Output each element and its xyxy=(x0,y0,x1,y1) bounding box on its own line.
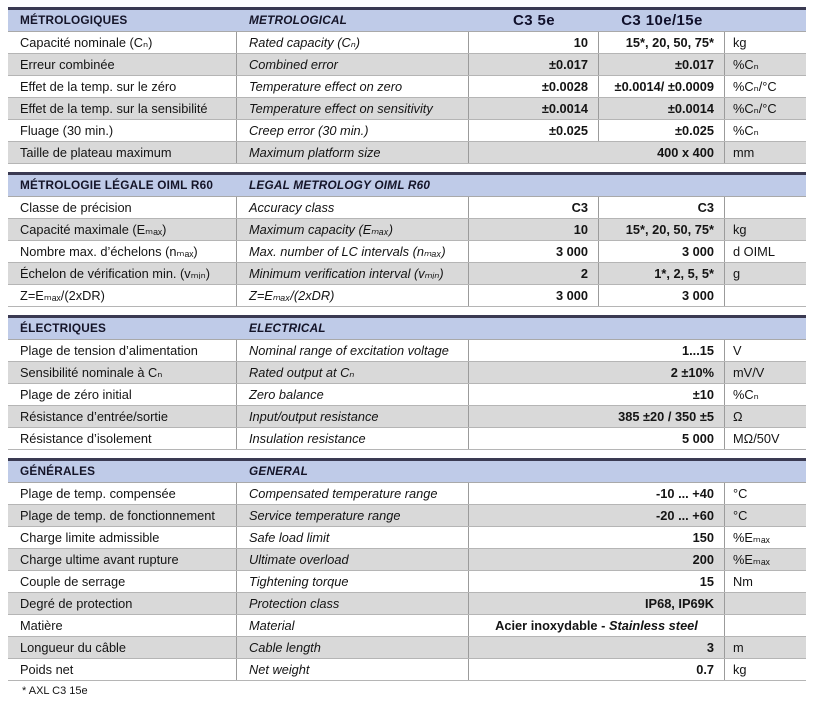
label-fr-cell: Erreur combinée xyxy=(8,54,237,75)
table-row xyxy=(8,98,806,120)
value-merged-cell: 2 ±10% xyxy=(469,362,725,383)
section-header-electriques xyxy=(8,315,806,340)
label-fr-cell: Longueur du câble xyxy=(8,637,237,658)
value-merged-cell: 15 xyxy=(469,571,725,592)
table-row xyxy=(8,362,806,384)
value-c3-5e-cell: 3 000 xyxy=(469,285,599,306)
label-fr-cell: Fluage (30 min.) xyxy=(8,120,237,141)
unit-cell xyxy=(725,197,806,218)
label-fr-cell: Nombre max. d’échelons (nₘₐₓ) xyxy=(8,241,237,262)
section-electriques xyxy=(8,315,806,450)
label-en-cell: Nominal range of excitation voltage xyxy=(237,340,469,361)
section-header-metrologiques xyxy=(8,7,806,32)
unit-cell: %Eₘₐₓ xyxy=(733,530,770,545)
value-c3-5e-cell: 3 000 xyxy=(469,241,599,262)
value-c3-10e-15e-cell: 15*, 20, 50, 75* xyxy=(599,219,725,240)
section-title-en: LEGAL METROLOGY OIML R60 xyxy=(249,178,431,192)
material-value-fr: Acier inoxydable - xyxy=(495,618,609,633)
value-merged-cell: 3 xyxy=(469,637,725,658)
label-en-cell: Input/output resistance xyxy=(237,406,469,427)
value-c3-10e-15e-cell: ±0.0014/ ±0.0009 xyxy=(599,76,725,97)
table-row xyxy=(8,197,806,219)
label-fr-cell: Charge ultime avant rupture xyxy=(8,549,237,570)
label-fr-cell: Plage de tension d’alimentation xyxy=(8,340,237,361)
value-c3-5e-cell: ±0.025 xyxy=(469,120,599,141)
table-row xyxy=(8,120,806,142)
label-fr-cell: Échelon de vérification min. (vₘᵢₙ) xyxy=(8,263,237,284)
label-en-cell: Maximum platform size xyxy=(237,142,469,163)
unit-cell: kg xyxy=(733,662,747,677)
table-row xyxy=(8,285,806,307)
value-c3-10e-15e-cell: ±0.017 xyxy=(599,54,725,75)
section-title-en: GENERAL xyxy=(249,464,309,478)
table-row xyxy=(8,527,806,549)
table-row xyxy=(8,593,806,615)
label-fr-cell: Matière xyxy=(8,615,237,636)
section-header-generales xyxy=(8,458,806,483)
table-row xyxy=(8,571,806,593)
section-title-fr: ÉLECTRIQUES xyxy=(20,321,107,335)
value-c3-10e-15e-cell: C3 xyxy=(599,197,725,218)
label-fr-cell: Effet de la temp. sur le zéro xyxy=(8,76,237,97)
table-row xyxy=(8,505,806,527)
unit-cell: mm xyxy=(733,145,755,160)
section-title-fr: GÉNÉRALES xyxy=(20,464,96,478)
label-en-cell: Zero balance xyxy=(237,384,469,405)
unit-cell: °C xyxy=(733,486,748,501)
label-fr-cell: Sensibilité nominale à Cₙ xyxy=(8,362,237,383)
section-header-metrologie-legale xyxy=(8,172,806,197)
unit-cell: V xyxy=(733,343,742,358)
value-c3-5e-cell: ±0.0028 xyxy=(469,76,599,97)
value-merged-cell: 0.7 xyxy=(469,659,725,680)
label-fr-cell: Résistance d’entrée/sortie xyxy=(8,406,237,427)
unit-cell: g xyxy=(733,266,741,281)
label-fr-cell: Résistance d’isolement xyxy=(8,428,237,449)
value-c3-10e-15e-cell: 3 000 xyxy=(599,285,725,306)
label-en-cell: Safe load limit xyxy=(237,527,469,548)
label-en-cell: Minimum verification interval (vₘᵢₙ) xyxy=(237,263,469,284)
column-header-c3-10e-15e: C3 10e/15e xyxy=(621,12,703,29)
value-c3-10e-15e-cell: 3 000 xyxy=(599,241,725,262)
value-merged-cell: -10 ... +40 xyxy=(469,483,725,504)
label-fr-cell: Capacité nominale (Cₙ) xyxy=(8,32,237,53)
label-en-cell: Combined error xyxy=(237,54,469,75)
label-fr-cell: Capacité maximale (Eₘₐₓ) xyxy=(8,219,237,240)
table-row xyxy=(8,32,806,54)
column-header-c3-5e: C3 5e xyxy=(512,12,556,29)
unit-cell: %Cₙ xyxy=(733,123,759,138)
value-merged-cell xyxy=(469,615,725,636)
label-fr-cell: Plage de zéro initial xyxy=(8,384,237,405)
label-en-cell: Insulation resistance xyxy=(237,428,469,449)
value-merged-cell: IP68, IP69K xyxy=(469,593,725,614)
table-row xyxy=(8,142,806,164)
value-c3-5e-cell: 2 xyxy=(469,263,599,284)
label-en-cell: Temperature effect on zero xyxy=(237,76,469,97)
label-en-cell: Ultimate overload xyxy=(237,549,469,570)
unit-cell: °C xyxy=(733,508,748,523)
value-merged-cell: 400 x 400 xyxy=(469,142,725,163)
label-en-cell: Material xyxy=(237,615,469,636)
value-merged-cell: 150 xyxy=(469,527,725,548)
unit-cell xyxy=(725,615,806,636)
label-fr-cell: Charge limite admissible xyxy=(8,527,237,548)
table-row xyxy=(8,659,806,681)
value-merged-cell: ±10 xyxy=(469,384,725,405)
unit-cell: %Eₘₐₓ xyxy=(733,552,770,567)
label-en-cell: Net weight xyxy=(237,659,469,680)
table-row xyxy=(8,637,806,659)
section-generales xyxy=(8,458,806,681)
material-value-en: Stainless steel xyxy=(608,618,698,633)
label-en-cell: Rated output at Cₙ xyxy=(237,362,469,383)
value-c3-10e-15e-cell: ±0.0014 xyxy=(599,98,725,119)
label-fr-cell: Plage de temp. de fonctionnement xyxy=(8,505,237,526)
label-fr-cell: Degré de protection xyxy=(8,593,237,614)
table-row xyxy=(8,428,806,450)
table-row xyxy=(8,54,806,76)
unit-cell: d OIML xyxy=(733,244,775,259)
value-c3-5e-cell: 10 xyxy=(469,32,599,53)
unit-cell: %Cₙ xyxy=(733,387,759,402)
table-row xyxy=(8,549,806,571)
table-row xyxy=(8,76,806,98)
label-fr-cell: Plage de temp. compensée xyxy=(8,483,237,504)
section-title-en: ELECTRICAL xyxy=(249,321,326,335)
label-en-cell: Creep error (30 min.) xyxy=(237,120,469,141)
table-row xyxy=(8,340,806,362)
label-en-cell: Rated capacity (Cₙ) xyxy=(237,32,469,53)
unit-cell: Nm xyxy=(733,574,753,589)
table-row xyxy=(8,241,806,263)
value-c3-10e-15e-cell: ±0.025 xyxy=(599,120,725,141)
label-en-cell: Maximum capacity (Eₘₐₓ) xyxy=(237,219,469,240)
unit-cell: Ω xyxy=(733,409,743,424)
label-fr-cell: Effet de la temp. sur la sensibilité xyxy=(8,98,237,119)
unit-cell: %Cₙ/°C xyxy=(733,79,777,94)
label-fr-cell: Classe de précision xyxy=(8,197,237,218)
table-row xyxy=(8,263,806,285)
value-merged-cell: 1...15 xyxy=(469,340,725,361)
section-metrologiques xyxy=(8,7,806,164)
unit-cell: %Cₙ/°C xyxy=(733,101,777,116)
value-merged-cell: 385 ±20 / 350 ±5 xyxy=(469,406,725,427)
unit-cell xyxy=(725,285,806,306)
label-fr-cell: Taille de plateau maximum xyxy=(8,142,237,163)
label-fr-cell: Couple de serrage xyxy=(8,571,237,592)
table-row xyxy=(8,615,806,637)
section-metrologie-legale xyxy=(8,172,806,307)
value-merged-cell: 5 000 xyxy=(469,428,725,449)
label-en-cell: Service temperature range xyxy=(237,505,469,526)
unit-cell xyxy=(725,593,806,614)
value-merged-cell: 200 xyxy=(469,549,725,570)
label-en-cell: Cable length xyxy=(237,637,469,658)
unit-cell: kg xyxy=(733,35,747,50)
table-row xyxy=(8,483,806,505)
table-row xyxy=(8,406,806,428)
unit-cell: MΩ/50V xyxy=(733,431,780,446)
value-c3-5e-cell: ±0.0014 xyxy=(469,98,599,119)
footnote: * AXL C3 15e xyxy=(22,685,88,697)
label-en-cell: Compensated temperature range xyxy=(237,483,469,504)
label-en-cell: Tightening torque xyxy=(237,571,469,592)
value-c3-10e-15e-cell: 15*, 20, 50, 75* xyxy=(599,32,725,53)
table-row xyxy=(8,219,806,241)
section-title-fr: MÉTROLOGIE LÉGALE OIML R60 xyxy=(20,178,214,192)
value-c3-5e-cell: C3 xyxy=(469,197,599,218)
section-title-fr: MÉTROLOGIQUES xyxy=(20,13,128,27)
label-en-cell: Accuracy class xyxy=(237,197,469,218)
unit-cell: kg xyxy=(733,222,747,237)
label-fr-cell: Z=Eₘₐₓ/(2xDR) xyxy=(8,285,237,306)
label-en-cell: Z=Eₘₐₓ/(2xDR) xyxy=(237,285,469,306)
section-title-en: METROLOGICAL xyxy=(249,13,348,27)
table-row xyxy=(8,384,806,406)
value-c3-5e-cell: ±0.017 xyxy=(469,54,599,75)
value-merged-cell: -20 ... +60 xyxy=(469,505,725,526)
unit-cell: m xyxy=(733,640,744,655)
unit-cell: mV/V xyxy=(733,365,765,380)
label-en-cell: Temperature effect on sensitivity xyxy=(237,98,469,119)
value-c3-5e-cell: 10 xyxy=(469,219,599,240)
label-en-cell: Max. number of LC intervals (nₘₐₓ) xyxy=(237,241,469,262)
value-c3-10e-15e-cell: 1*, 2, 5, 5* xyxy=(599,263,725,284)
unit-cell: %Cₙ xyxy=(733,57,759,72)
label-en-cell: Protection class xyxy=(237,593,469,614)
label-fr-cell: Poids net xyxy=(8,659,237,680)
